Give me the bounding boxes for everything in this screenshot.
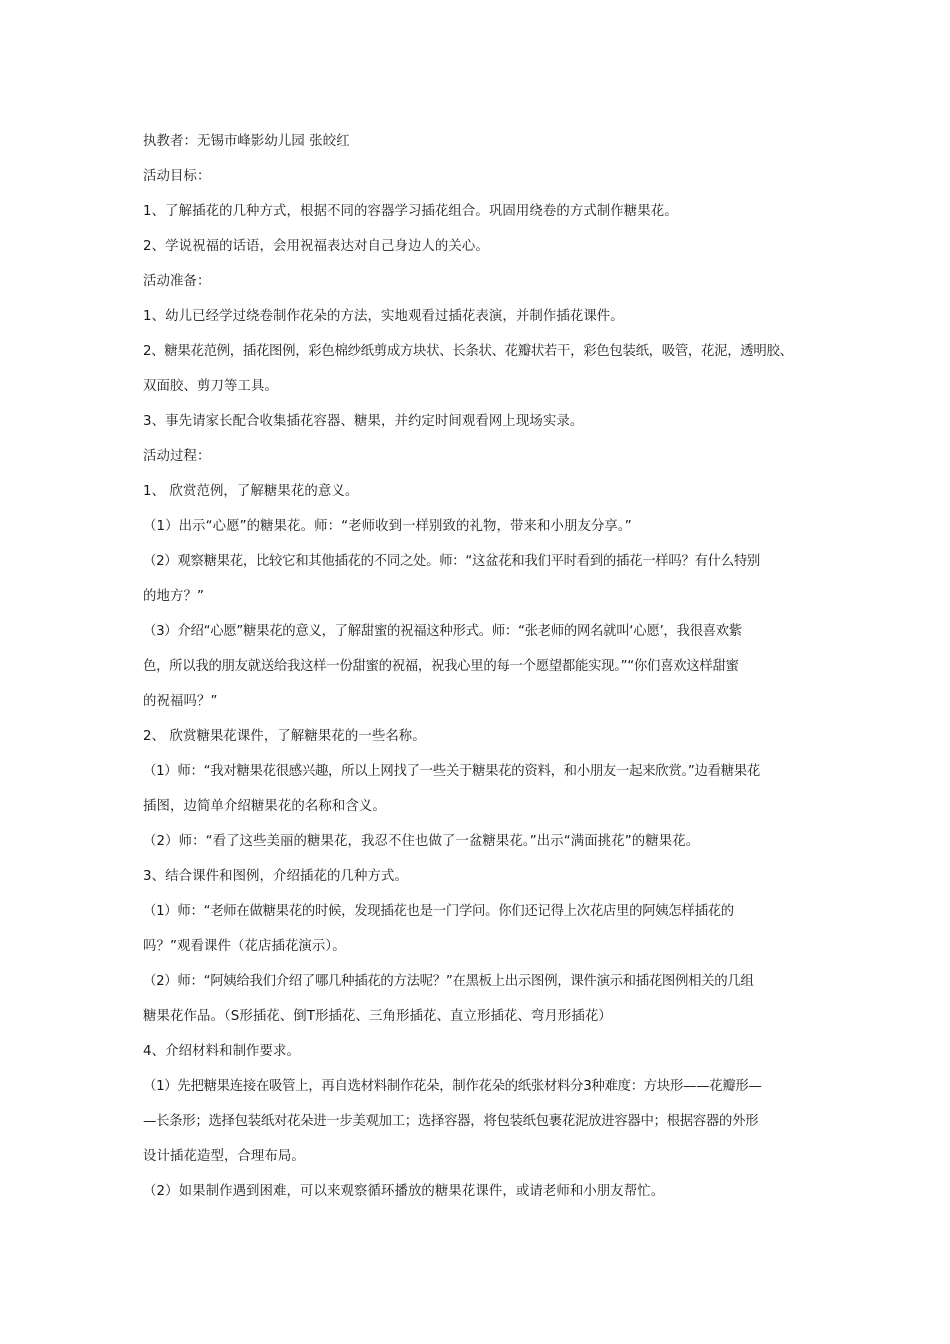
process-substep-continued: 设计插花造型，合理布局。 (143, 1149, 305, 1164)
process-substep-continued: 插图，边简单介绍糖果花的名称和含义。 (143, 799, 386, 814)
section-heading-goals: 活动目标： (143, 169, 211, 184)
section-heading-process: 活动过程： (143, 449, 211, 464)
preparation-item: 2、糖果花范例，插花图例，彩色棉纱纸剪成方块状、长条状、花瓣状若干，彩色包装纸，吸管，花泥，透明胶、 (143, 344, 793, 359)
goal-item: 1、了解插花的几种方式，根据不同的容器学习插花组合。巩固用绕卷的方式制作糖果花。 (143, 204, 678, 219)
process-substep-continued: 的祝福吗？” (143, 694, 218, 709)
process-substep-continued: 色，所以我的朋友就送给我这样一份甜蜜的祝福，祝我心里的每一个愿望都能实现。”“你们喜欢这样甜蜜 (143, 659, 739, 674)
section-heading-preparation: 活动准备： (143, 274, 211, 289)
process-substep-continued: 糖果花作品。（S形插花、倒T形插花、三角形插花、直立形插花、弯月形插花） (143, 1009, 612, 1024)
preparation-item: 3、事先请家长配合收集插花容器、糖果，并约定时间观看网上现场实录。 (143, 414, 584, 429)
process-substep: （2）如果制作遇到困难，可以来观察循环播放的糖果花课件，或请老师和小朋友帮忙。 (143, 1184, 665, 1199)
process-substep-continued: 的地方？” (143, 589, 204, 604)
process-substep-continued: —长条形；选择包装纸对花朵进一步美观加工；选择容器，将包装纸包裹花泥放进容器中；根据容器的外形 (143, 1114, 759, 1129)
process-step: 1、 欣赏范例，了解糖果花的意义。 (143, 484, 359, 499)
process-substep: （3）介绍“心愿”糖果花的意义，了解甜蜜的祝福这种形式。师：“张老师的网名就叫‘心愿’，我很喜欢紫 (143, 624, 742, 639)
goal-item: 2、学说祝福的话语，会用祝福表达对自己身边人的关心。 (143, 239, 489, 254)
process-step: 2、 欣赏糖果花课件，了解糖果花的一些名称。 (143, 729, 426, 744)
process-step: 3、结合课件和图例，介绍插花的几种方式。 (143, 869, 408, 884)
preparation-item: 1、幼儿已经学过绕卷制作花朵的方法，实地观看过插花表演，并制作插花课件。 (143, 309, 624, 324)
process-substep: （2）观察糖果花，比较它和其他插花的不同之处。师：“这盆花和我们平时看到的插花一样吗？有什么特别 (143, 554, 761, 569)
document-body (143, 124, 811, 1209)
author-line: 执教者：无锡市峰影幼儿园 张皎红 (143, 134, 350, 149)
preparation-item-continued: 双面胶、剪刀等工具。 (143, 379, 278, 394)
process-substep: （1）师：“老师在做糖果花的时候，发现插花也是一门学问。你们还记得上次花店里的阿姨怎样插花的 (143, 904, 734, 919)
process-substep: （1）出示“心愿”的糖果花。师：“老师收到一样别致的礼物，带来和小朋友分享。” (143, 519, 632, 534)
process-substep: （2）师：“阿姨给我们介绍了哪几种插花的方法呢？”在黑板上出示图例，课件演示和插花图例相关的几组 (143, 974, 754, 989)
process-substep: （1）师：“我对糖果花很感兴趣，所以上网找了一些关于糖果花的资料，和小朋友一起来欣赏。”边看糖果花 (143, 764, 760, 779)
process-substep: （1）先把糖果连接在吸管上，再自选材料制作花朵，制作花朵的纸张材料分3种难度：方块形——花瓣形— (143, 1079, 762, 1094)
process-step: 4、介绍材料和制作要求。 (143, 1044, 301, 1059)
process-substep-continued: 吗？”观看课件（花店插花演示）。 (143, 939, 346, 954)
process-substep: （2）师：“看了这些美丽的糖果花，我忍不住也做了一盆糖果花。”出示“满面挑花”的糖果花。 (143, 834, 700, 849)
